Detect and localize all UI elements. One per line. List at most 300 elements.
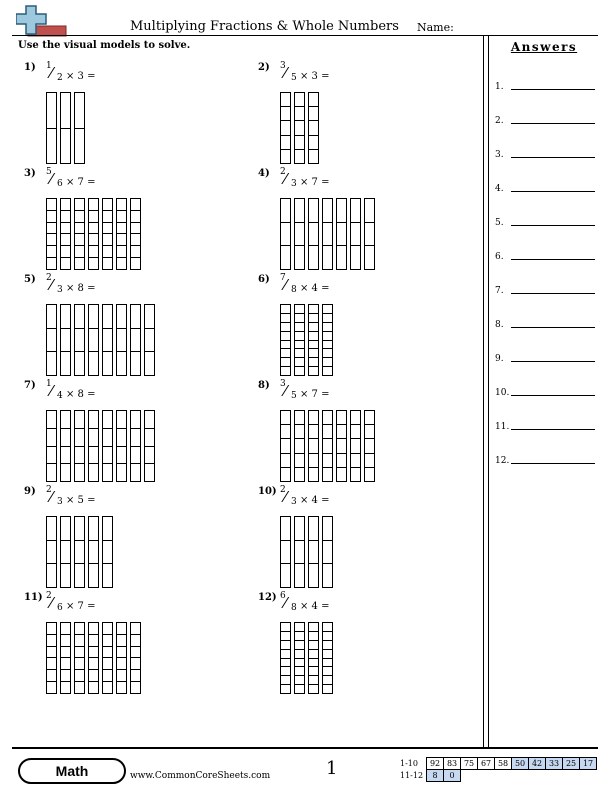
fraction-bar-cell [309, 341, 318, 350]
fraction-bar-cell [61, 246, 70, 258]
fraction-bar [322, 198, 333, 270]
answer-line[interactable] [511, 157, 595, 158]
fraction-expression [280, 591, 400, 615]
fraction-bar-cell [75, 329, 84, 353]
answer-line[interactable] [511, 361, 595, 362]
fraction-bar [130, 410, 141, 482]
answer-line[interactable] [511, 395, 595, 396]
fraction-bar-cell [61, 564, 70, 587]
fraction-bar-cell [89, 352, 98, 375]
fraction-bar [144, 304, 155, 376]
answer-row-3 [495, 146, 595, 160]
problem-number: 9) [24, 486, 36, 497]
fraction-bar-cell [309, 367, 318, 375]
fraction-bar-cell [365, 223, 374, 247]
fraction-bar-cell [89, 246, 98, 258]
fraction-bar-cell [117, 635, 126, 647]
problem-12 [258, 592, 458, 692]
problem-3 [24, 168, 224, 268]
fraction-bar-cell [281, 564, 290, 587]
fraction-slash: ⁄ [50, 64, 53, 82]
fraction-bar-cell [309, 411, 318, 425]
fraction-bar-cell [281, 632, 290, 641]
fraction-bar [294, 516, 305, 588]
fraction-bar [364, 198, 375, 270]
fraction-bar-cell [117, 258, 126, 269]
fraction-bar-cell [365, 411, 374, 425]
fraction-denominator: 3 [291, 497, 297, 507]
problem-5 [24, 274, 224, 374]
fraction-bar [46, 92, 57, 164]
fraction-bar [130, 622, 141, 694]
fraction-bar-cell [323, 564, 332, 587]
answer-line[interactable] [511, 327, 595, 328]
fraction-bar-cell [131, 258, 140, 269]
score-range-label: 1-10 [400, 759, 418, 768]
fraction-bar-cell [281, 246, 290, 269]
fraction-bar-cell [295, 454, 304, 468]
fraction-bar-cell [61, 129, 70, 164]
fraction-bar [88, 622, 99, 694]
fraction-bar-cell [89, 517, 98, 541]
fraction-bar [350, 198, 361, 270]
fraction-bar-cell [309, 439, 318, 453]
fraction-bar-cell [61, 352, 70, 375]
fraction-bar-cell [295, 632, 304, 641]
fraction-bar-cell [47, 129, 56, 164]
fraction-bar-cell [131, 635, 140, 647]
fraction-bar [116, 410, 127, 482]
fraction-bar-cell [309, 323, 318, 332]
fraction-bar-cell [61, 623, 70, 635]
fraction-bar-cell [117, 411, 126, 429]
fraction-bar [364, 410, 375, 482]
fraction-bar-cell [295, 650, 304, 659]
fraction-bar-cell [131, 234, 140, 246]
fraction-bar-cell [323, 425, 332, 439]
score-range-label: 11-12 [400, 771, 424, 780]
fraction-bar-cell [365, 468, 374, 481]
answer-line[interactable] [511, 225, 595, 226]
fraction-numerator: 1 [46, 379, 52, 389]
fraction-denominator: 8 [291, 603, 297, 613]
fraction-bar-cell [47, 352, 56, 375]
fraction-bar [294, 410, 305, 482]
fraction-bar-cell [131, 447, 140, 465]
fraction-bar-cell [295, 341, 304, 350]
fraction-bar-cell [75, 464, 84, 481]
fraction-numerator: 6 [280, 591, 286, 601]
fraction-bar-cell [295, 358, 304, 367]
fraction-bar-cell [47, 211, 56, 223]
answer-row-7 [495, 282, 595, 296]
answer-row-12 [495, 452, 595, 466]
fraction-bar-cell [309, 564, 318, 587]
fraction-bar-cell [89, 464, 98, 481]
fraction-bar-cell [323, 246, 332, 269]
fraction-denominator: 3 [57, 285, 63, 295]
answer-row-4 [495, 180, 595, 194]
fraction-bar-cell [337, 468, 346, 481]
fraction-numerator: 3 [280, 61, 286, 71]
fraction-bar [280, 92, 291, 164]
fraction-denominator: 6 [57, 179, 63, 189]
fraction-numerator: 2 [280, 167, 286, 177]
score-cell: 75 [461, 758, 478, 770]
fraction-bar-cell [131, 199, 140, 211]
fraction-bar-cell [295, 659, 304, 668]
fraction-bar-cell [323, 641, 332, 650]
fraction-denominator: 2 [57, 73, 63, 83]
fraction-bar-cell [323, 439, 332, 453]
score-cell: 0 [444, 770, 461, 782]
fraction-bar-cell [309, 468, 318, 481]
fraction-bar-cell [323, 349, 332, 358]
fraction-bar-cell [281, 341, 290, 350]
fraction-bar-cell [117, 223, 126, 235]
multiplier-text: × 8 = [66, 283, 96, 294]
answer-row-11 [495, 418, 595, 432]
fraction-bar [336, 410, 347, 482]
fraction-bar-cell [47, 464, 56, 481]
fraction-slash: ⁄ [284, 170, 287, 188]
fraction-bar-cell [309, 517, 318, 541]
visual-model [46, 92, 85, 164]
fraction-bar-cell [103, 447, 112, 465]
fraction-bar-cell [103, 541, 112, 565]
fraction-bar-cell [61, 199, 70, 211]
fraction-bar-cell [281, 517, 290, 541]
fraction-bar-cell [323, 323, 332, 332]
fraction-bar-cell [75, 305, 84, 329]
fraction-bar [46, 622, 57, 694]
fraction-bar-cell [323, 305, 332, 314]
answer-label: 2. [495, 116, 504, 126]
fraction-bar-cell [61, 517, 70, 541]
answer-line[interactable] [511, 429, 595, 430]
fraction-bar-cell [61, 223, 70, 235]
fraction-bar-cell [281, 121, 290, 135]
answer-label: 3. [495, 150, 504, 160]
problem-number: 11) [24, 592, 43, 603]
fraction-bar-cell [295, 667, 304, 676]
answer-line[interactable] [511, 123, 595, 124]
footer-divider [12, 747, 598, 749]
fraction-bar-cell [89, 258, 98, 269]
fraction-slash: ⁄ [284, 276, 287, 294]
fraction-bar-cell [131, 305, 140, 329]
score-cell: 42 [529, 758, 546, 770]
fraction-bar-cell [89, 223, 98, 235]
worksheet-title: Multiplying Fractions & Whole Numbers [130, 19, 399, 34]
fraction-bar-cell [103, 670, 112, 682]
fraction-bar-cell [295, 349, 304, 358]
fraction-bar-cell [103, 211, 112, 223]
fraction-bar-cell [323, 411, 332, 425]
fraction-bar-cell [351, 199, 360, 223]
fraction-bar-cell [309, 676, 318, 685]
fraction-bar-cell [323, 623, 332, 632]
fraction-bar-cell [309, 632, 318, 641]
fraction-bar-cell [75, 635, 84, 647]
fraction-bar-cell [47, 647, 56, 659]
fraction-bar-cell [47, 635, 56, 647]
multiplier-text: × 3 = [66, 71, 96, 82]
answer-line[interactable] [511, 463, 595, 464]
fraction-bar-cell [295, 246, 304, 269]
fraction-bar-cell [351, 439, 360, 453]
fraction-bar-cell [323, 667, 332, 676]
fraction-bar-cell [131, 429, 140, 447]
fraction-bar [116, 304, 127, 376]
fraction-bar-cell [131, 647, 140, 659]
answer-row-9 [495, 350, 595, 364]
fraction-bar [308, 622, 319, 694]
score-cell: 25 [563, 758, 580, 770]
problem-number: 7) [24, 380, 36, 391]
fraction-bar-cell [281, 223, 290, 247]
fraction-bar [280, 516, 291, 588]
fraction-bar-cell [351, 246, 360, 269]
fraction-bar-cell [295, 468, 304, 481]
fraction-expression [46, 591, 166, 615]
multiplier-text: × 4 = [300, 283, 330, 294]
fraction-bar-cell [47, 682, 56, 693]
fraction-numerator: 1 [46, 61, 52, 71]
fraction-bar-cell [117, 429, 126, 447]
problem-9 [24, 486, 224, 586]
fraction-bar-cell [281, 107, 290, 121]
fraction-bar-cell [323, 659, 332, 668]
visual-model [46, 304, 155, 376]
score-cell: 67 [478, 758, 495, 770]
fraction-numerator: 5 [46, 167, 52, 177]
fraction-bar-cell [61, 447, 70, 465]
fraction-bar-cell [295, 305, 304, 314]
fraction-bar-cell [281, 667, 290, 676]
fraction-bar-cell [103, 223, 112, 235]
name-label: Name: [417, 21, 454, 34]
fraction-bar [130, 304, 141, 376]
fraction-bar-cell [295, 541, 304, 565]
fraction-bar-cell [295, 332, 304, 341]
fraction-bar-cell [61, 682, 70, 693]
answer-row-1 [495, 78, 595, 92]
answer-row-2 [495, 112, 595, 126]
fraction-bar [60, 304, 71, 376]
fraction-bar-cell [281, 367, 290, 375]
fraction-bar-cell [75, 517, 84, 541]
fraction-bar-cell [309, 349, 318, 358]
fraction-bar-cell [281, 454, 290, 468]
answer-label: 6. [495, 252, 504, 262]
fraction-numerator: 2 [46, 485, 52, 495]
fraction-bar-cell [131, 329, 140, 353]
fraction-bar-cell [103, 464, 112, 481]
answer-row-6 [495, 248, 595, 262]
fraction-bar-cell [103, 329, 112, 353]
answer-label: 10. [495, 388, 510, 398]
fraction-expression [46, 61, 166, 85]
fraction-bar-cell [117, 447, 126, 465]
fraction-bar [60, 198, 71, 270]
fraction-bar-cell [75, 246, 84, 258]
fraction-bar-cell [61, 411, 70, 429]
score-cell: 92 [427, 758, 444, 770]
fraction-bar-cell [61, 93, 70, 129]
fraction-bar-cell [103, 517, 112, 541]
score-cell: 58 [495, 758, 512, 770]
fraction-bar-cell [117, 658, 126, 670]
fraction-bar-cell [47, 246, 56, 258]
fraction-bar-cell [47, 517, 56, 541]
fraction-bar-cell [145, 305, 154, 329]
fraction-bar [322, 516, 333, 588]
problem-number: 6) [258, 274, 270, 285]
problem-number: 4) [258, 168, 270, 179]
fraction-bar-cell [75, 447, 84, 465]
fraction-bar [116, 622, 127, 694]
fraction-bar-cell [337, 246, 346, 269]
fraction-bar-cell [61, 429, 70, 447]
multiplier-text: × 4 = [300, 495, 330, 506]
fraction-bar-cell [351, 411, 360, 425]
fraction-bar-cell [117, 647, 126, 659]
fraction-bar-cell [89, 647, 98, 659]
fraction-bar [60, 622, 71, 694]
fraction-bar-cell [281, 349, 290, 358]
visual-model [280, 198, 375, 270]
fraction-denominator: 4 [57, 391, 63, 401]
fraction-bar-cell [61, 541, 70, 565]
fraction-bar-cell [103, 564, 112, 587]
fraction-slash: ⁄ [284, 594, 287, 612]
visual-model [46, 198, 141, 270]
fraction-bar-cell [89, 329, 98, 353]
fraction-numerator: 2 [280, 485, 286, 495]
answer-label: 9. [495, 354, 504, 364]
fraction-bar-cell [47, 223, 56, 235]
fraction-bar-cell [75, 564, 84, 587]
visual-model [46, 622, 141, 694]
fraction-bar [60, 516, 71, 588]
math-badge: Math [18, 758, 126, 784]
fraction-bar-cell [117, 464, 126, 481]
fraction-bar-cell [281, 358, 290, 367]
website-link[interactable]: www.CommonCoreSheets.com [130, 771, 271, 781]
fraction-expression [46, 273, 166, 297]
fraction-bar [308, 92, 319, 164]
fraction-bar [60, 410, 71, 482]
fraction-bar-cell [47, 429, 56, 447]
fraction-bar-cell [89, 234, 98, 246]
problem-number: 8) [258, 380, 270, 391]
multiplier-text: × 7 = [300, 177, 330, 188]
problem-number: 1) [24, 62, 36, 73]
fraction-bar-cell [281, 425, 290, 439]
fraction-bar-cell [309, 136, 318, 150]
fraction-expression [280, 61, 400, 85]
fraction-bar-cell [351, 223, 360, 247]
fraction-bar-cell [117, 246, 126, 258]
fraction-bar-cell [75, 211, 84, 223]
fraction-bar-cell [295, 623, 304, 632]
fraction-bar-cell [75, 682, 84, 693]
problem-10 [258, 486, 458, 586]
fraction-bar-cell [323, 367, 332, 375]
fraction-bar-cell [309, 650, 318, 659]
fraction-bar-cell [75, 352, 84, 375]
multiplier-text: × 3 = [300, 71, 330, 82]
fraction-bar-cell [295, 93, 304, 107]
fraction-bar [308, 304, 319, 376]
fraction-bar-cell [131, 352, 140, 375]
fraction-bar-cell [323, 468, 332, 481]
fraction-bar-cell [103, 682, 112, 693]
answer-line[interactable] [511, 293, 595, 294]
fraction-bar-cell [351, 468, 360, 481]
fraction-bar-cell [75, 258, 84, 269]
fraction-bar-cell [75, 234, 84, 246]
fraction-bar-cell [75, 129, 84, 164]
fraction-bar-cell [117, 199, 126, 211]
fraction-bar-cell [117, 352, 126, 375]
fraction-slash: ⁄ [50, 276, 53, 294]
fraction-bar-cell [281, 623, 290, 632]
fraction-bar-cell [131, 658, 140, 670]
fraction-bar-cell [75, 541, 84, 565]
fraction-bar-cell [117, 329, 126, 353]
visual-model [280, 304, 333, 376]
fraction-bar-cell [131, 411, 140, 429]
fraction-bar-cell [295, 439, 304, 453]
fraction-denominator: 5 [291, 391, 297, 401]
fraction-bar-cell [281, 323, 290, 332]
fraction-bar-cell [47, 541, 56, 565]
fraction-expression [280, 273, 400, 297]
fraction-bar-cell [89, 211, 98, 223]
answers-column-divider [483, 35, 489, 747]
fraction-bar-cell [281, 411, 290, 425]
fraction-bar-cell [281, 468, 290, 481]
fraction-bar-cell [337, 223, 346, 247]
fraction-bar-cell [145, 429, 154, 447]
fraction-bar-cell [61, 464, 70, 481]
fraction-bar [308, 198, 319, 270]
instructions: Use the visual models to solve. [18, 40, 191, 51]
answer-line[interactable] [511, 259, 595, 260]
fraction-bar-cell [323, 341, 332, 350]
fraction-bar-cell [351, 425, 360, 439]
score-cell: 17 [580, 758, 597, 770]
visual-model [280, 516, 333, 588]
fraction-bar-cell [75, 411, 84, 429]
fraction-bar-cell [295, 425, 304, 439]
multiplier-text: × 7 = [66, 177, 96, 188]
fraction-bar-cell [117, 211, 126, 223]
answer-line[interactable] [511, 191, 595, 192]
fraction-bar-cell [89, 429, 98, 447]
problem-number: 5) [24, 274, 36, 285]
fraction-bar-cell [47, 670, 56, 682]
score-cell: 8 [427, 770, 444, 782]
answer-line[interactable] [511, 89, 595, 90]
fraction-bar-cell [47, 411, 56, 429]
fraction-bar [88, 198, 99, 270]
fraction-bar [130, 198, 141, 270]
fraction-bar-cell [61, 658, 70, 670]
fraction-bar-cell [323, 676, 332, 685]
